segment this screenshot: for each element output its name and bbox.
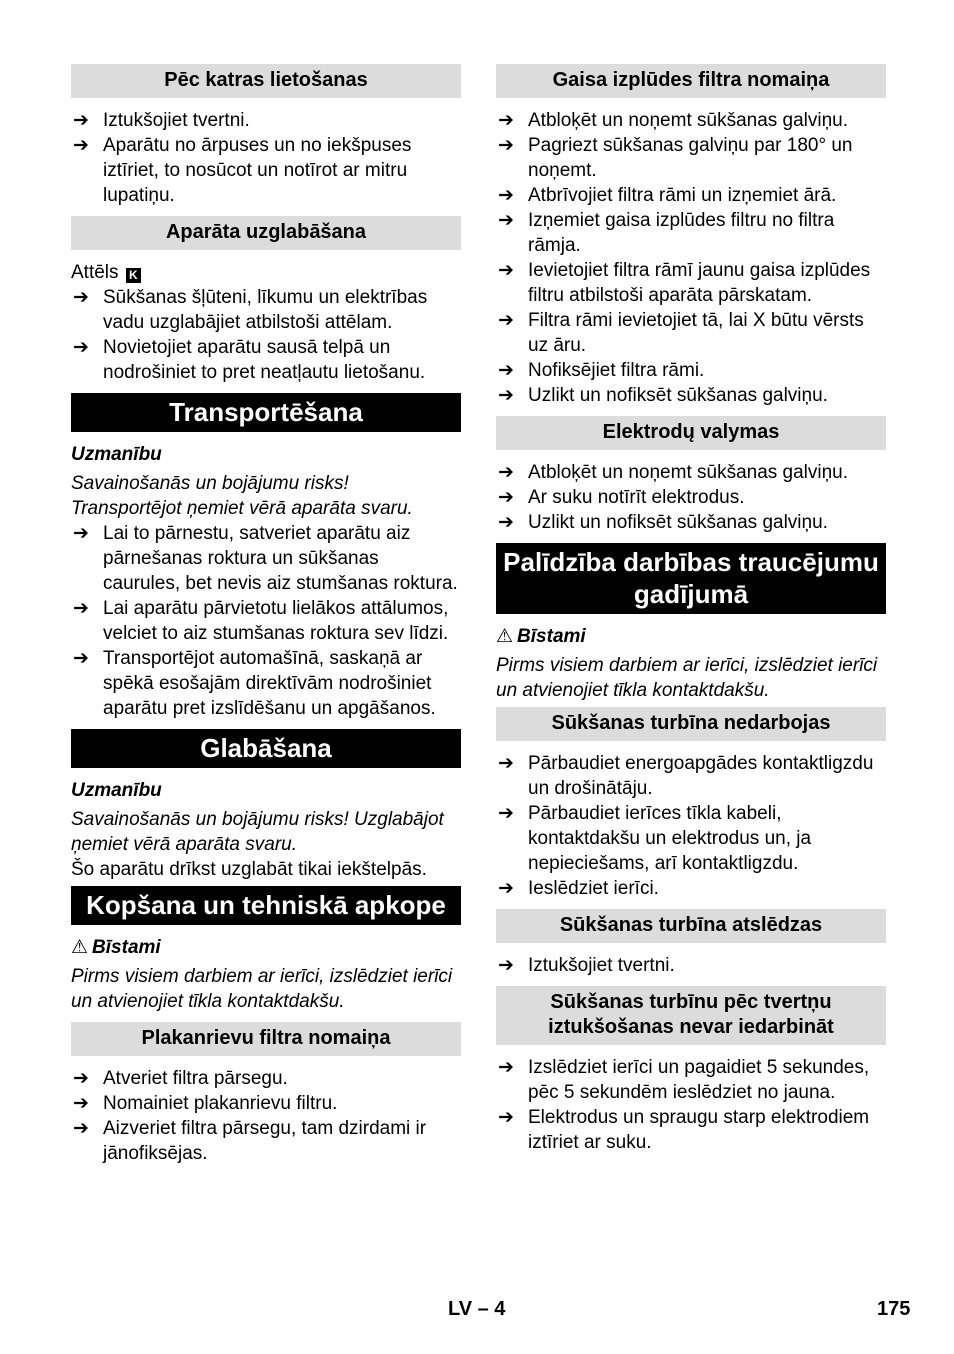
list-item: ➔ Ieslēdziet ierīci. [498,878,659,899]
danger-heading: ⚠ Bīstami [71,937,161,958]
arrow-right-icon: ➔ [498,753,514,774]
list-item: ➔ Atbrīvojiet filtra rāmi un izņemiet ārā. [498,185,837,206]
arrow-right-icon: ➔ [498,1057,514,1078]
section-heading-flat-filter: Plakanrievu filtra nomaiņa [71,1022,461,1056]
list-item: ➔ Lai aparātu pārvietotu lielākos attālumos, velciet to aiz stumšanas roktura sev līdzi. [73,598,449,644]
list-item: ➔ Atveriet filtra pārsegu. [73,1068,288,1089]
caution-label: Uzmanību [71,780,162,801]
danger-heading: ⚠ Bīstami [496,626,586,647]
figure-k-icon: K [126,268,141,283]
arrow-right-icon: ➔ [73,110,89,131]
page-number: 175 [877,1298,911,1320]
arrow-right-icon: ➔ [498,955,514,976]
section-heading-turbine-not-working: Sūkšanas turbīna nedarbojas [496,707,886,741]
arrow-right-icon: ➔ [498,310,514,331]
list-item: ➔ Pārbaudiet energoapgādes kontaktligzdu un drošinātāju. [498,753,874,799]
caution-text: Savainošanās un bojājumu risks! Uzglabājot ņemiet vērā aparāta svaru. [71,809,444,855]
list-item: ➔ Aizveriet filtra pārsegu, tam dzirdami ir jānofiksējas. [73,1118,427,1164]
arrow-right-icon: ➔ [73,337,89,358]
arrow-right-icon: ➔ [498,110,514,131]
arrow-right-icon: ➔ [498,878,514,899]
list-item: ➔ Sūkšanas šļūteni, līkumu un elektrības vadu uzglabājiet atbilstoši attēlam. [73,287,428,333]
figure-reference: Attēls K [71,260,461,285]
section-heading-after-use: Pēc katras lietošanas [71,64,461,98]
warning-triangle-icon: ⚠ [71,937,89,958]
arrow-right-icon: ➔ [498,512,514,533]
caution-text: Savainošanās un bojājumu risks! Transportējot ņemiet vērā aparāta svaru. [71,473,413,519]
list-item: ➔ Izņemiet gaisa izplūdes filtru no filtra rāmja. [498,210,835,256]
list-item: ➔ Lai to pārnestu, satveriet aparātu aiz pārnešanas roktura un sūkšanas caurules, bet nevis aiz stumšanas roktura. [73,523,458,594]
arrow-right-icon: ➔ [498,260,514,281]
arrow-right-icon: ➔ [498,210,514,231]
arrow-right-icon: ➔ [73,598,89,619]
left-column [71,64,461,1166]
arrow-right-icon: ➔ [73,135,89,156]
section-heading-turbine-wont-start: Sūkšanas turbīnu pēc tvertņu iztukšošanas nevar iedarbināt [496,986,886,1045]
right-column [496,64,886,1155]
list-item: ➔ Izslēdziet ierīci un pagaidiet 5 sekundes, pēc 5 sekundēm ieslēdziet no jauna. [498,1057,870,1103]
arrow-right-icon: ➔ [73,1093,89,1114]
section-heading-exhaust-filter: Gaisa izplūdes filtra nomaiņa [496,64,886,98]
arrow-right-icon: ➔ [498,360,514,381]
list-item: ➔ Pārbaudiet ierīces tīkla kabeli, kontaktdakšu un elektrodus un, ja nepieciešams, arī kontaktligzdu. [498,803,812,874]
section-heading-electrode-cleaning: Elektrodų valymas [496,416,886,450]
arrow-right-icon: ➔ [73,287,89,308]
chapter-heading-troubleshooting: Palīdzība darbības traucējumu gadījumā [496,543,886,614]
list-item: ➔ Transportējot automašīnā, saskaņā ar spēkā esošajām direktīvām nodrošiniet aparātu pret izslīdēšanu un apgāšanos. [73,648,436,719]
list-item: ➔ Nomainiet plakanrievu filtru. [73,1093,338,1114]
arrow-right-icon: ➔ [498,185,514,206]
list-item: ➔ Ievietojiet filtra rāmī jaunu gaisa izplūdes filtru atbilstoši aparāta pārskatam. [498,260,871,306]
caution-label: Uzmanību [71,444,162,465]
warning-triangle-icon: ⚠ [496,626,514,647]
storage-note: Šo aparātu drīkst uzglabāt tikai iekštelpās. [71,859,427,880]
arrow-right-icon: ➔ [498,487,514,508]
arrow-right-icon: ➔ [498,135,514,156]
arrow-right-icon: ➔ [498,462,514,483]
chapter-heading-storage: Glabāšana [71,729,461,768]
list-item: ➔ Nofiksējiet filtra rāmi. [498,360,705,381]
arrow-right-icon: ➔ [498,803,514,824]
list-item: ➔ Novietojiet aparātu sausā telpā un nodrošiniet to pret neatļautu lietošanu. [73,337,426,383]
arrow-right-icon: ➔ [498,385,514,406]
list-item: ➔ Elektrodus un spraugu starp elektrodiem iztīriet ar suku. [498,1107,870,1153]
list-item: ➔ Uzlikt un nofiksēt sūkšanas galviņu. [498,385,828,406]
danger-text: Pirms visiem darbiem ar ierīci, izslēdziet ierīci un atvienojiet tīkla kontaktdakšu. [71,966,453,1012]
list-item: ➔ Filtra rāmi ievietojiet tā, lai X būtu vērsts uz āru. [498,310,864,356]
section-heading-storage-device: Aparāta uzglabāšana [71,216,461,250]
list-item: ➔ Aparātu no ārpuses un no iekšpuses iztīriet, to nosūcot un notīrot ar mitru lupatiņu. [73,135,412,206]
list-item: ➔ Iztukšojiet tvertni. [498,955,675,976]
danger-text: Pirms visiem darbiem ar ierīci, izslēdziet ierīci un atvienojiet tīkla kontaktdakšu. [496,655,878,701]
arrow-right-icon: ➔ [73,648,89,669]
chapter-heading-transport: Transportēšana [71,393,461,432]
list-item: ➔ Ar suku notīrīt elektrodus. [498,487,745,508]
list-item: ➔ Iztukšojiet tvertni. [73,110,250,131]
list-item: ➔ Uzlikt un nofiksēt sūkšanas galviņu. [498,512,828,533]
arrow-right-icon: ➔ [73,1068,89,1089]
chapter-heading-maintenance: Kopšana un tehniskā apkope [71,886,461,925]
list-item: ➔ Atbloķēt un noņemt sūkšanas galviņu. [498,110,849,131]
section-heading-turbine-switches-off: Sūkšanas turbīna atslēdzas [496,909,886,943]
arrow-right-icon: ➔ [73,523,89,544]
list-item: ➔ Atbloķēt un noņemt sūkšanas galviņu. [498,462,849,483]
arrow-right-icon: ➔ [73,1118,89,1139]
list-item: ➔ Pagriezt sūkšanas galviņu par 180° un noņemt. [498,135,853,181]
footer-language-page: LV – 4 [448,1298,506,1320]
arrow-right-icon: ➔ [498,1107,514,1128]
